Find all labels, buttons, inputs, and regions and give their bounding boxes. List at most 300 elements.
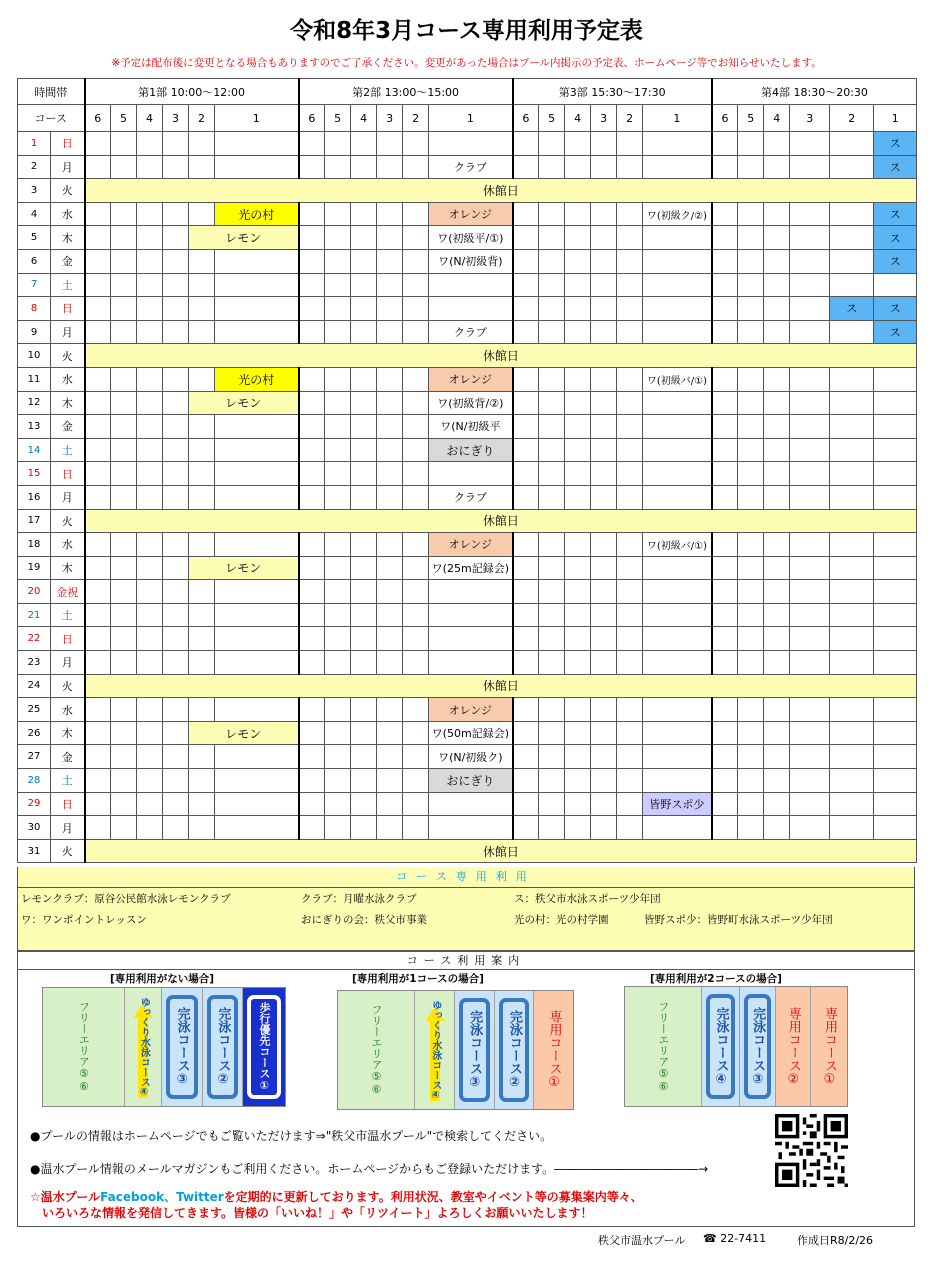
- lane-cell: [163, 226, 189, 250]
- lane-cell: [299, 580, 325, 604]
- lane-cell: [565, 202, 591, 226]
- legend-title: コース専用利用: [18, 867, 914, 888]
- lane-cell: [617, 249, 643, 273]
- day-number: 27: [18, 745, 51, 769]
- lane-cell: [163, 556, 189, 580]
- lane-cell: [325, 297, 351, 321]
- qr-code-icon[interactable]: [775, 1114, 848, 1187]
- day-number: 23: [18, 651, 51, 675]
- lane-cell: [351, 792, 377, 816]
- lane-cell: [790, 556, 830, 580]
- day-row: [18, 155, 917, 179]
- lane-cell: [325, 580, 351, 604]
- lane-cell: [790, 745, 830, 769]
- day-of-week: 火: [51, 344, 85, 368]
- lane-cell: [163, 651, 189, 675]
- day-number: 15: [18, 462, 51, 486]
- lane-cell: [215, 249, 299, 273]
- lane-cell: [513, 462, 539, 486]
- lane-cell: [738, 297, 764, 321]
- day-of-week: 日: [51, 462, 85, 486]
- day-of-week: 木: [51, 721, 85, 745]
- lane-cell: [137, 485, 163, 509]
- reservation-cell: オレンジ: [429, 202, 513, 226]
- day-of-week: 木: [51, 391, 85, 415]
- lane-cell: [189, 698, 215, 722]
- lane-cell: [539, 462, 565, 486]
- closed-day: 休館日: [85, 509, 917, 533]
- lane-cell: [738, 438, 764, 462]
- lane-cell: [643, 816, 712, 840]
- lane-cell: [377, 745, 403, 769]
- lane-cell: [539, 698, 565, 722]
- lane-cell: [738, 721, 764, 745]
- lane-free: フリーエリア⑤⑥: [43, 988, 125, 1106]
- lane-cell: [738, 202, 764, 226]
- lane-cell: [163, 367, 189, 391]
- lane-cell: [189, 816, 215, 840]
- lane-cell: [111, 721, 137, 745]
- lane-cell: [539, 792, 565, 816]
- facility-name: 秩父市温水プール: [598, 1234, 686, 1247]
- lane-cell: [377, 580, 403, 604]
- legend-lemon: レモンクラブ：原谷公民館水泳レモンクラブ: [21, 893, 231, 905]
- lane-cell: [764, 415, 790, 439]
- day-number: 21: [18, 603, 51, 627]
- lane-cell: [163, 580, 189, 604]
- lane-cell: [137, 438, 163, 462]
- reservation-cell: ワ(50m記録会): [429, 721, 513, 745]
- lane-cell: [351, 273, 377, 297]
- lane-cell: [874, 415, 917, 439]
- lane-cell: [215, 415, 299, 439]
- lane-cell: [189, 533, 215, 557]
- lane-cell: [591, 556, 617, 580]
- lane-cell: [712, 485, 738, 509]
- lane-cell: [111, 462, 137, 486]
- guide-title: コース利用案内: [18, 952, 914, 970]
- closed-day: 休館日: [85, 674, 917, 698]
- lane-cell: [215, 320, 299, 344]
- lane-cell: [565, 273, 591, 297]
- lane-cell: [591, 792, 617, 816]
- lane-cell: [377, 367, 403, 391]
- lane-exclusive-1: 専用コース①: [811, 987, 847, 1106]
- lane-cell: [111, 415, 137, 439]
- day-row: [18, 320, 917, 344]
- lane-cell: [565, 320, 591, 344]
- lane-cell: [189, 627, 215, 651]
- lane-cell: [764, 273, 790, 297]
- lane-cell: [111, 651, 137, 675]
- diagram-two: [624, 986, 848, 1107]
- lane-cell: [299, 297, 325, 321]
- lane-cell: [403, 651, 429, 675]
- info-mail-magazine: ●温水プール情報のメールマガジンもご利用ください。ホームページからもご登録いただけます。――――――――――――→: [30, 1162, 709, 1176]
- legend-minano: 皆野スポ少：皆野町水泳スポーツ少年団: [644, 914, 833, 926]
- reservation-cell: 皆野スポ少: [643, 792, 712, 816]
- lane-number: 1: [874, 105, 917, 132]
- lane-cell: [565, 721, 591, 745]
- lane-cell: [790, 132, 830, 156]
- day-of-week: 金: [51, 249, 85, 273]
- day-number: 4: [18, 202, 51, 226]
- lane-cell: [790, 297, 830, 321]
- lane-cell: [163, 769, 189, 793]
- lane-cell: [163, 603, 189, 627]
- legend-hikari: 光の村：光の村学園: [514, 914, 609, 926]
- reservation-cell: レモン: [189, 391, 299, 415]
- reservation-cell: レモン: [189, 226, 299, 250]
- lane-cell: [137, 249, 163, 273]
- lane-cell: [163, 438, 189, 462]
- lane-cell: [565, 533, 591, 557]
- lane-cell: [403, 367, 429, 391]
- lane-cell: [513, 485, 539, 509]
- lane-cell: [513, 580, 539, 604]
- lane-cell: [738, 367, 764, 391]
- day-row: [18, 344, 917, 368]
- lane-cell: [591, 297, 617, 321]
- lane-cell: [591, 132, 617, 156]
- lane-number: 5: [111, 105, 137, 132]
- lane-cell: [325, 249, 351, 273]
- lane-cell: [429, 792, 513, 816]
- lane-cell: [764, 132, 790, 156]
- day-number: 20: [18, 580, 51, 604]
- lane-cell: [738, 792, 764, 816]
- lane-cell: [764, 792, 790, 816]
- lane-cell: [790, 249, 830, 273]
- lane-cell: [617, 627, 643, 651]
- lane-cell: [617, 438, 643, 462]
- day-of-week: 金: [51, 745, 85, 769]
- lane-cell: [85, 580, 111, 604]
- lane-cell: [111, 438, 137, 462]
- lane-cell: [591, 769, 617, 793]
- reservation-cell: クラブ: [429, 155, 513, 179]
- lane-cell: [738, 320, 764, 344]
- lane-number: 4: [764, 105, 790, 132]
- lane-cell: [643, 132, 712, 156]
- lane-cell: [617, 226, 643, 250]
- legend-wanpoint: ワ：ワンポイントレッスン: [21, 914, 147, 926]
- lane-cell: [539, 415, 565, 439]
- lane-cell: [137, 627, 163, 651]
- day-number: 9: [18, 320, 51, 344]
- lane-cell: [429, 627, 513, 651]
- reservation-cell: ワ(N/初級平: [429, 415, 513, 439]
- lane-cell: [830, 651, 874, 675]
- lane-cell: [299, 202, 325, 226]
- lane-cell: [137, 745, 163, 769]
- part-2-header: 第2部 13:00～15:00: [299, 79, 513, 105]
- lane-cell: [111, 273, 137, 297]
- lane-cell: [377, 132, 403, 156]
- lane-cell: [738, 769, 764, 793]
- lane-cell: [790, 651, 830, 675]
- lane-cell: [565, 462, 591, 486]
- lane-cell: [85, 556, 111, 580]
- lane-cell: [215, 462, 299, 486]
- lane-cell: [215, 485, 299, 509]
- lane-cell: [874, 367, 917, 391]
- legend-onigiri: おにぎりの会：秩父市事業: [301, 914, 427, 926]
- lane-cell: [790, 415, 830, 439]
- lane-cell: [565, 651, 591, 675]
- lane-cell: [539, 580, 565, 604]
- lane-cell: [565, 226, 591, 250]
- lane-cell: [643, 627, 712, 651]
- lane-cell: [189, 485, 215, 509]
- lane-cell: [513, 155, 539, 179]
- lane-cell: [299, 462, 325, 486]
- lane-cell: [712, 533, 738, 557]
- lane-cell: [163, 485, 189, 509]
- lane-cell: [874, 533, 917, 557]
- lane-cell: [617, 132, 643, 156]
- lane-cell: [790, 367, 830, 391]
- lane-cell: [325, 745, 351, 769]
- lane-cell: [377, 792, 403, 816]
- lane-cell: [738, 249, 764, 273]
- lane-cell: [617, 580, 643, 604]
- day-of-week: 水: [51, 367, 85, 391]
- lane-swim-3: 完泳コース③: [455, 991, 495, 1109]
- lane-number: 5: [539, 105, 565, 132]
- lane-cell: [351, 462, 377, 486]
- day-of-week: 土: [51, 769, 85, 793]
- lane-cell: [377, 320, 403, 344]
- lane-cell: [539, 533, 565, 557]
- lane-cell: [565, 816, 591, 840]
- lane-swim-3: 完泳コース③: [740, 987, 776, 1106]
- part-1-header: 第1部 10:00～12:00: [85, 79, 299, 105]
- lane-cell: [643, 155, 712, 179]
- lane-cell: [643, 651, 712, 675]
- day-of-week: 木: [51, 556, 85, 580]
- day-number: 17: [18, 509, 51, 533]
- lane-cell: [137, 415, 163, 439]
- lane-cell: [712, 226, 738, 250]
- lane-cell: [874, 816, 917, 840]
- lane-cell: [539, 721, 565, 745]
- day-row: [18, 839, 917, 863]
- lane-cell: [591, 721, 617, 745]
- reservation-cell: レモン: [189, 556, 299, 580]
- lane-cell: [325, 320, 351, 344]
- lane-cell: [111, 792, 137, 816]
- part-4-header: 第4部 18:30～20:30: [712, 79, 917, 105]
- lane-cell: [539, 438, 565, 462]
- lane-cell: [111, 533, 137, 557]
- reservation-cell: ワ(N/初級ク): [429, 745, 513, 769]
- day-row: [18, 438, 917, 462]
- lane-number: 1: [215, 105, 299, 132]
- lane-swim-2: 完泳コース②: [495, 991, 535, 1109]
- lane-cell: [738, 415, 764, 439]
- lane-cell: [299, 556, 325, 580]
- lane-cell: [351, 132, 377, 156]
- lane-cell: [325, 721, 351, 745]
- lane-cell: [790, 155, 830, 179]
- lane-cell: [351, 202, 377, 226]
- lane-cell: [790, 792, 830, 816]
- lane-cell: [85, 698, 111, 722]
- lane-cell: [299, 698, 325, 722]
- lane-cell: [377, 533, 403, 557]
- lane-cell: [830, 367, 874, 391]
- lane-cell: [539, 769, 565, 793]
- lane-cell: [874, 769, 917, 793]
- lane-cell: [85, 438, 111, 462]
- lane-cell: [215, 627, 299, 651]
- day-number: 5: [18, 226, 51, 250]
- lane-cell: [429, 651, 513, 675]
- lane-cell: [85, 273, 111, 297]
- lane-cell: [617, 556, 643, 580]
- day-of-week: 日: [51, 297, 85, 321]
- lane-cell: [137, 556, 163, 580]
- lane-cell: [403, 533, 429, 557]
- lane-cell: [189, 438, 215, 462]
- lane-cell: [830, 745, 874, 769]
- lane-cell: [712, 745, 738, 769]
- lane-cell: [830, 226, 874, 250]
- lane-cell: [565, 769, 591, 793]
- lane-cell: [565, 627, 591, 651]
- lane-cell: [163, 816, 189, 840]
- lane-cell: [617, 320, 643, 344]
- lane-cell: [403, 320, 429, 344]
- lane-swim-3: 完泳コース③: [162, 988, 203, 1106]
- day-row: [18, 627, 917, 651]
- day-row: [18, 674, 917, 698]
- lane-free: フリーエリア⑤⑥: [338, 991, 415, 1109]
- lane-cell: [137, 816, 163, 840]
- lane-cell: [565, 792, 591, 816]
- lane-cell: [790, 202, 830, 226]
- lane-cell: [513, 202, 539, 226]
- lane-cell: [377, 249, 403, 273]
- lane-cell: [830, 202, 874, 226]
- lane-cell: [429, 462, 513, 486]
- lane-cell: [513, 132, 539, 156]
- lane-cell: [830, 721, 874, 745]
- case-one-title: [専用利用が1コースの場合]: [352, 973, 484, 985]
- case-none-title: [専用利用がない場合]: [110, 973, 215, 985]
- lane-cell: [85, 202, 111, 226]
- lane-cell: [764, 603, 790, 627]
- lane-cell: [325, 603, 351, 627]
- lane-cell: [617, 816, 643, 840]
- schedule-table: [17, 78, 917, 863]
- lane-cell: [325, 132, 351, 156]
- lane-cell: [790, 816, 830, 840]
- lane-cell: [403, 415, 429, 439]
- day-row: [18, 179, 917, 203]
- lane-cell: [403, 745, 429, 769]
- lane-cell: [591, 698, 617, 722]
- lane-cell: [403, 698, 429, 722]
- lane-cell: [591, 226, 617, 250]
- reservation-cell: オレンジ: [429, 533, 513, 557]
- lane-cell: [325, 462, 351, 486]
- lane-cell: [764, 721, 790, 745]
- lane-number: 1: [643, 105, 712, 132]
- day-of-week: 木: [51, 226, 85, 250]
- lane-cell: [643, 698, 712, 722]
- lane-cell: [712, 132, 738, 156]
- lane-cell: [513, 556, 539, 580]
- lane-cell: [429, 580, 513, 604]
- lane-cell: [325, 792, 351, 816]
- lane-cell: [111, 132, 137, 156]
- day-number: 12: [18, 391, 51, 415]
- lane-cell: [111, 367, 137, 391]
- lane-cell: [643, 438, 712, 462]
- lane-cell: [111, 769, 137, 793]
- lane-cell: [617, 603, 643, 627]
- lane-cell: [189, 202, 215, 226]
- lane-cell: [215, 698, 299, 722]
- reservation-cell: ワ(初級バ/①): [643, 367, 712, 391]
- lane-cell: [85, 792, 111, 816]
- lane-cell: [351, 745, 377, 769]
- lane-cell: [429, 132, 513, 156]
- lane-cell: [299, 249, 325, 273]
- lane-cell: [764, 320, 790, 344]
- day-number: 14: [18, 438, 51, 462]
- lane-cell: [325, 816, 351, 840]
- lane-cell: [790, 603, 830, 627]
- lane-cell: [764, 226, 790, 250]
- lane-number: 2: [617, 105, 643, 132]
- reservation-cell: ワ(初級バ/①): [643, 533, 712, 557]
- lane-swim-2: 完泳コース②: [203, 988, 244, 1106]
- lane-cell: [299, 415, 325, 439]
- lane-cell: [299, 320, 325, 344]
- lane-cell: [137, 132, 163, 156]
- lane-cell: [377, 438, 403, 462]
- lane-cell: [351, 580, 377, 604]
- lane-cell: [513, 297, 539, 321]
- lane-cell: [617, 651, 643, 675]
- day-row: [18, 415, 917, 439]
- lane-cell: [712, 651, 738, 675]
- lane-cell: [830, 273, 874, 297]
- lane-cell: [403, 438, 429, 462]
- lane-cell: [874, 438, 917, 462]
- lane-cell: [351, 627, 377, 651]
- lane-cell: [874, 698, 917, 722]
- lane-number: 4: [565, 105, 591, 132]
- social-links[interactable]: Facebook、Twitter: [100, 1190, 224, 1204]
- lane-cell: [643, 721, 712, 745]
- day-of-week: 日: [51, 792, 85, 816]
- lane-cell: [351, 698, 377, 722]
- lane-cell: [189, 249, 215, 273]
- lane-cell: [403, 603, 429, 627]
- course-label: コース: [18, 105, 85, 132]
- lane-number: 2: [830, 105, 874, 132]
- lane-cell: [163, 533, 189, 557]
- lane-cell: [830, 580, 874, 604]
- lane-cell: [299, 627, 325, 651]
- day-number: 29: [18, 792, 51, 816]
- lane-cell: [377, 556, 403, 580]
- lane-cell: [189, 603, 215, 627]
